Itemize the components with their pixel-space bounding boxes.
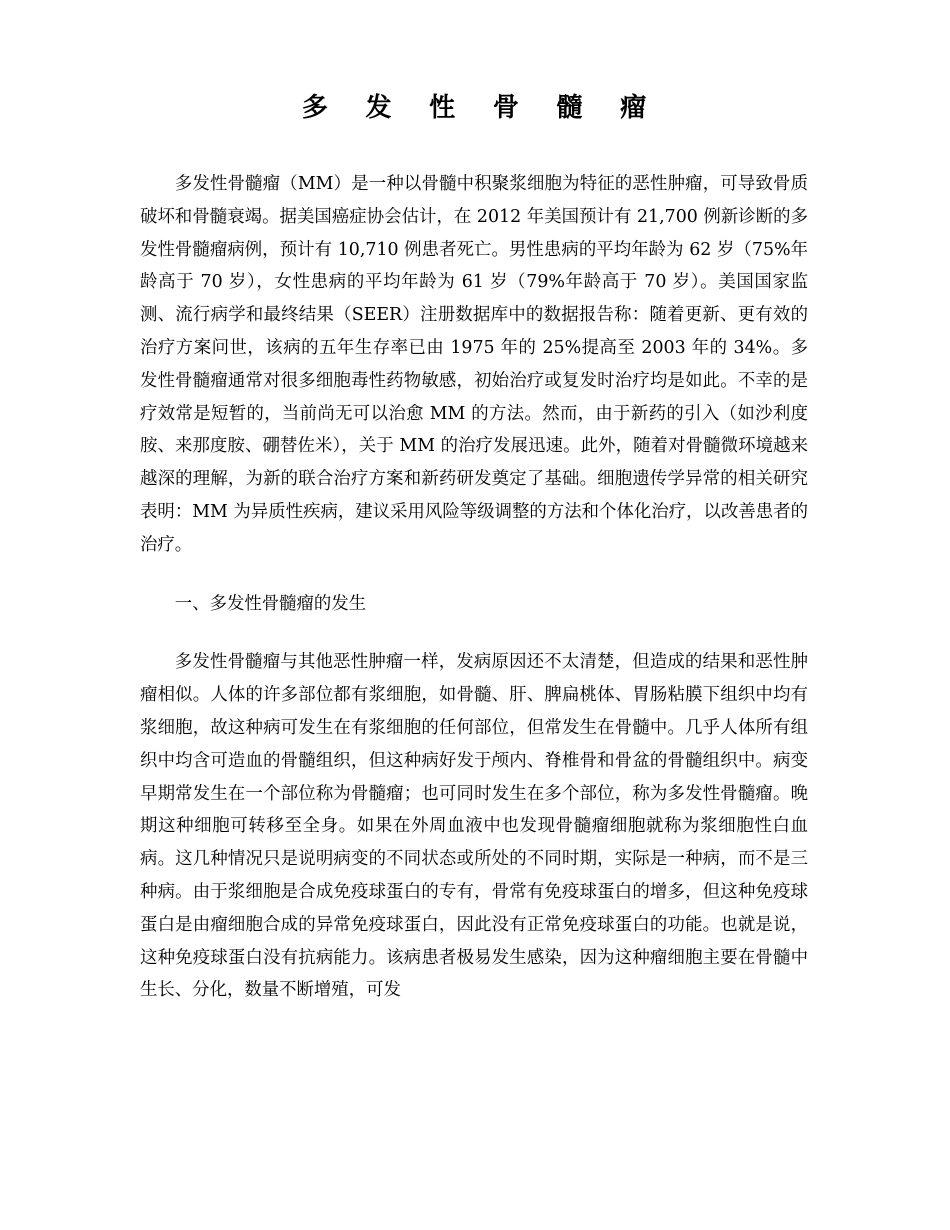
section-paragraph: 多发性骨髓瘤与其他恶性肿瘤一样，发病原因还不太清楚，但造成的结果和恶性肿瘤相似。人体的许多部位都有浆细胞，如骨髓、肝、脾扁桃体、胃肠粘膜下组织中均有浆细胞，故这种病可发生在有浆细胞的任何部位，但常发生在骨髓中。几乎人体所有组织中均含可造血的骨髓组织，但这种病好发于颅内、脊椎骨和骨盆的骨髓组织中。病变早期常发生在一个部位称为骨髓瘤；也可同时发生在多个部位，称为多发性骨髓瘤。晚期这种细胞可转移至全身。如果在外周血液中也发现骨髓瘤细胞就称为浆细胞性白血病。这几种情况只是说明病变的不同状态或所处的不同时期，实际是一种病，而不是三种病。由于浆细胞是合成免疫球蛋白的专有，骨常有免疫球蛋白的增多，但这种免疫球蛋白是由瘤细胞合成的异常免疫球蛋白，因此没有正常免疫球蛋白的功能。也就是说，这种免疫球蛋白没有抗病能力。该病患者极易发生感染，因为这种瘤细胞主要在骨髓中生长、分化，数量不断增殖，可发 — [140, 652, 808, 1001]
document-title: 多 发 性 骨 髓 瘤 — [301, 93, 661, 123]
intro-paragraph: 多发性骨髓瘤（MM）是一种以骨髓中积聚浆细胞为特征的恶性肿瘤，可导致骨质破坏和骨髓衰竭。据美国癌症协会估计，在 2012 年美国预计有 21,700 例新诊断的多发性骨髓瘤病例，预计有 10,710 例患者死亡。男性患病的平均年龄为 62 岁（75%年龄高于 70 岁），女性患病的平均年龄为 61 岁（79%年龄高于 70 岁）。美国国家监测、流行病学和最终结果（SEER）注册数据库中的数据报告称：随着更新、更有效的治疗方案问世，该病的五年生存率已由 1975 年的 25%提高至 2003 年的 34%。多发性骨髓瘤通常对很多细胞毒性药物敏感，初始治疗或复发时治疗均是如此。不幸的是疗效常是短暂的，当前尚无可以治愈 MM 的方法。然而，由于新药的引入（如沙利度胺、来那度胺、硼替佐米），关于 MM 的治疗发展迅速。此外，随着对骨髓微环境越来越深的理解，为新的联合治疗方案和新药研发奠定了基础。细胞遗传学异常的相关研究表明：MM 为异质性疾病，建议采用风险等级调整的方法和个体化治疗，以改善患者的治疗。 — [140, 174, 808, 555]
section-heading: 一、多发性骨髓瘤的发生 — [174, 593, 367, 614]
document-body — [140, 86, 808, 1007]
